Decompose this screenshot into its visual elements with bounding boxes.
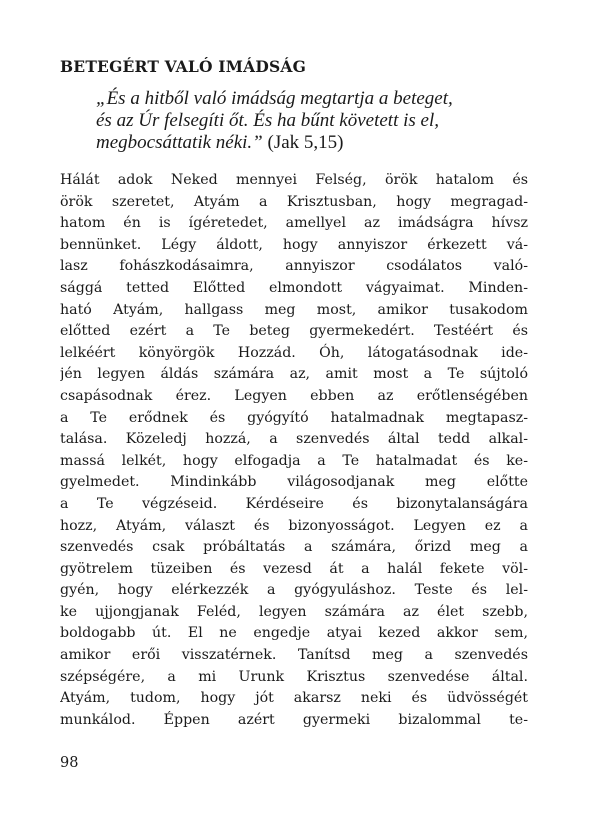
body-line: szépségére, a mi Urunk Krisztus szenvedése által. [60,668,528,685]
body-line: bennünket. Légy áldott, hogy annyiszor érkezett vá- [60,236,528,253]
page-number: 98 [60,755,79,771]
body-line: jén legyen áldás számára az, amit most a Te sújtoló [60,366,528,383]
scripture-reference: (Jak 5,15) [267,132,344,153]
body-line: lasz fohászkodásaimra, annyiszor csodálatos való- [60,258,528,275]
body-line: a Te végzéseid. Kérdéseire és bizonytalanságára [60,495,528,512]
page-content [60,56,528,731]
prayer-body [60,170,528,731]
body-line: Atyám, tudom, hogy jót akarsz neki és üdvösségét [60,690,528,707]
body-line: ható Atyám, hallgass meg most, amikor tusakodom [60,301,528,318]
body-line: a Te erődnek és gyógyító hatalmadnak megtapasz- [60,409,528,426]
body-line: gyén, hogy elérkezzék a gyógyuláshoz. Teste és lel- [60,582,528,599]
body-line: gyötrelem tüzeiben és vezesd át a halál fekete völ- [60,560,528,577]
body-line: munkálod. Éppen azért gyermeki bizalommal te- [60,711,528,728]
body-line: ke ujjongjanak Feléd, legyen számára az élet szebb, [60,603,528,620]
scripture-quote [96,88,528,154]
body-line: hatom én is ígéretedet, amellyel az imádságra hívsz [60,215,528,232]
body-line: talása. Közeledj hozzá, a szenvedés által tedd alkal- [60,431,528,448]
quote-line-3 [96,132,528,154]
quote-line-2: és az Úr felsegíti őt. És ha bűnt követett is el, [96,110,440,131]
body-line: sággá tetted Előtted elmondott vágyaimat. Minden- [60,279,528,296]
body-line: örök szeretet, Atyám a Krisztusban, hogy megragad- [60,193,528,210]
body-line: massá lelkét, hogy elfogadja a Te hatalmadat és ke- [60,452,528,469]
body-line: előtted ezért a Te beteg gyermekedért. Testéért és [60,323,528,340]
body-line: amikor erői visszatérnek. Tanítsd meg a szenvedés [60,647,528,664]
body-line: gyelmedet. Mindinkább világosodjanak meg előtte [60,474,528,491]
body-line: hozz, Atyám, választ és bizonyosságot. Legyen ez a [60,517,528,534]
body-line: lelkéért könyörgök Hozzád. Óh, látogatásodnak ide- [60,344,528,361]
body-line: csapásodnak érez. Legyen ebben az erőtlenségében [60,387,528,404]
body-line: szenvedés csak próbáltatás a számára, őrizd meg a [60,539,528,556]
quote-line-1: „És a hitből való imádság megtartja a beteget, [96,88,453,109]
body-line: Hálát adok Neked mennyei Felség, örök hatalom és [60,172,528,188]
body-line: boldogabb út. El ne engedje atyai kezed akkor sem, [60,625,528,642]
quote-line-3-text: megbocsáttatik néki.” [96,132,263,153]
prayer-title: BETEGÉRT VALÓ IMÁDSÁG [60,57,307,76]
